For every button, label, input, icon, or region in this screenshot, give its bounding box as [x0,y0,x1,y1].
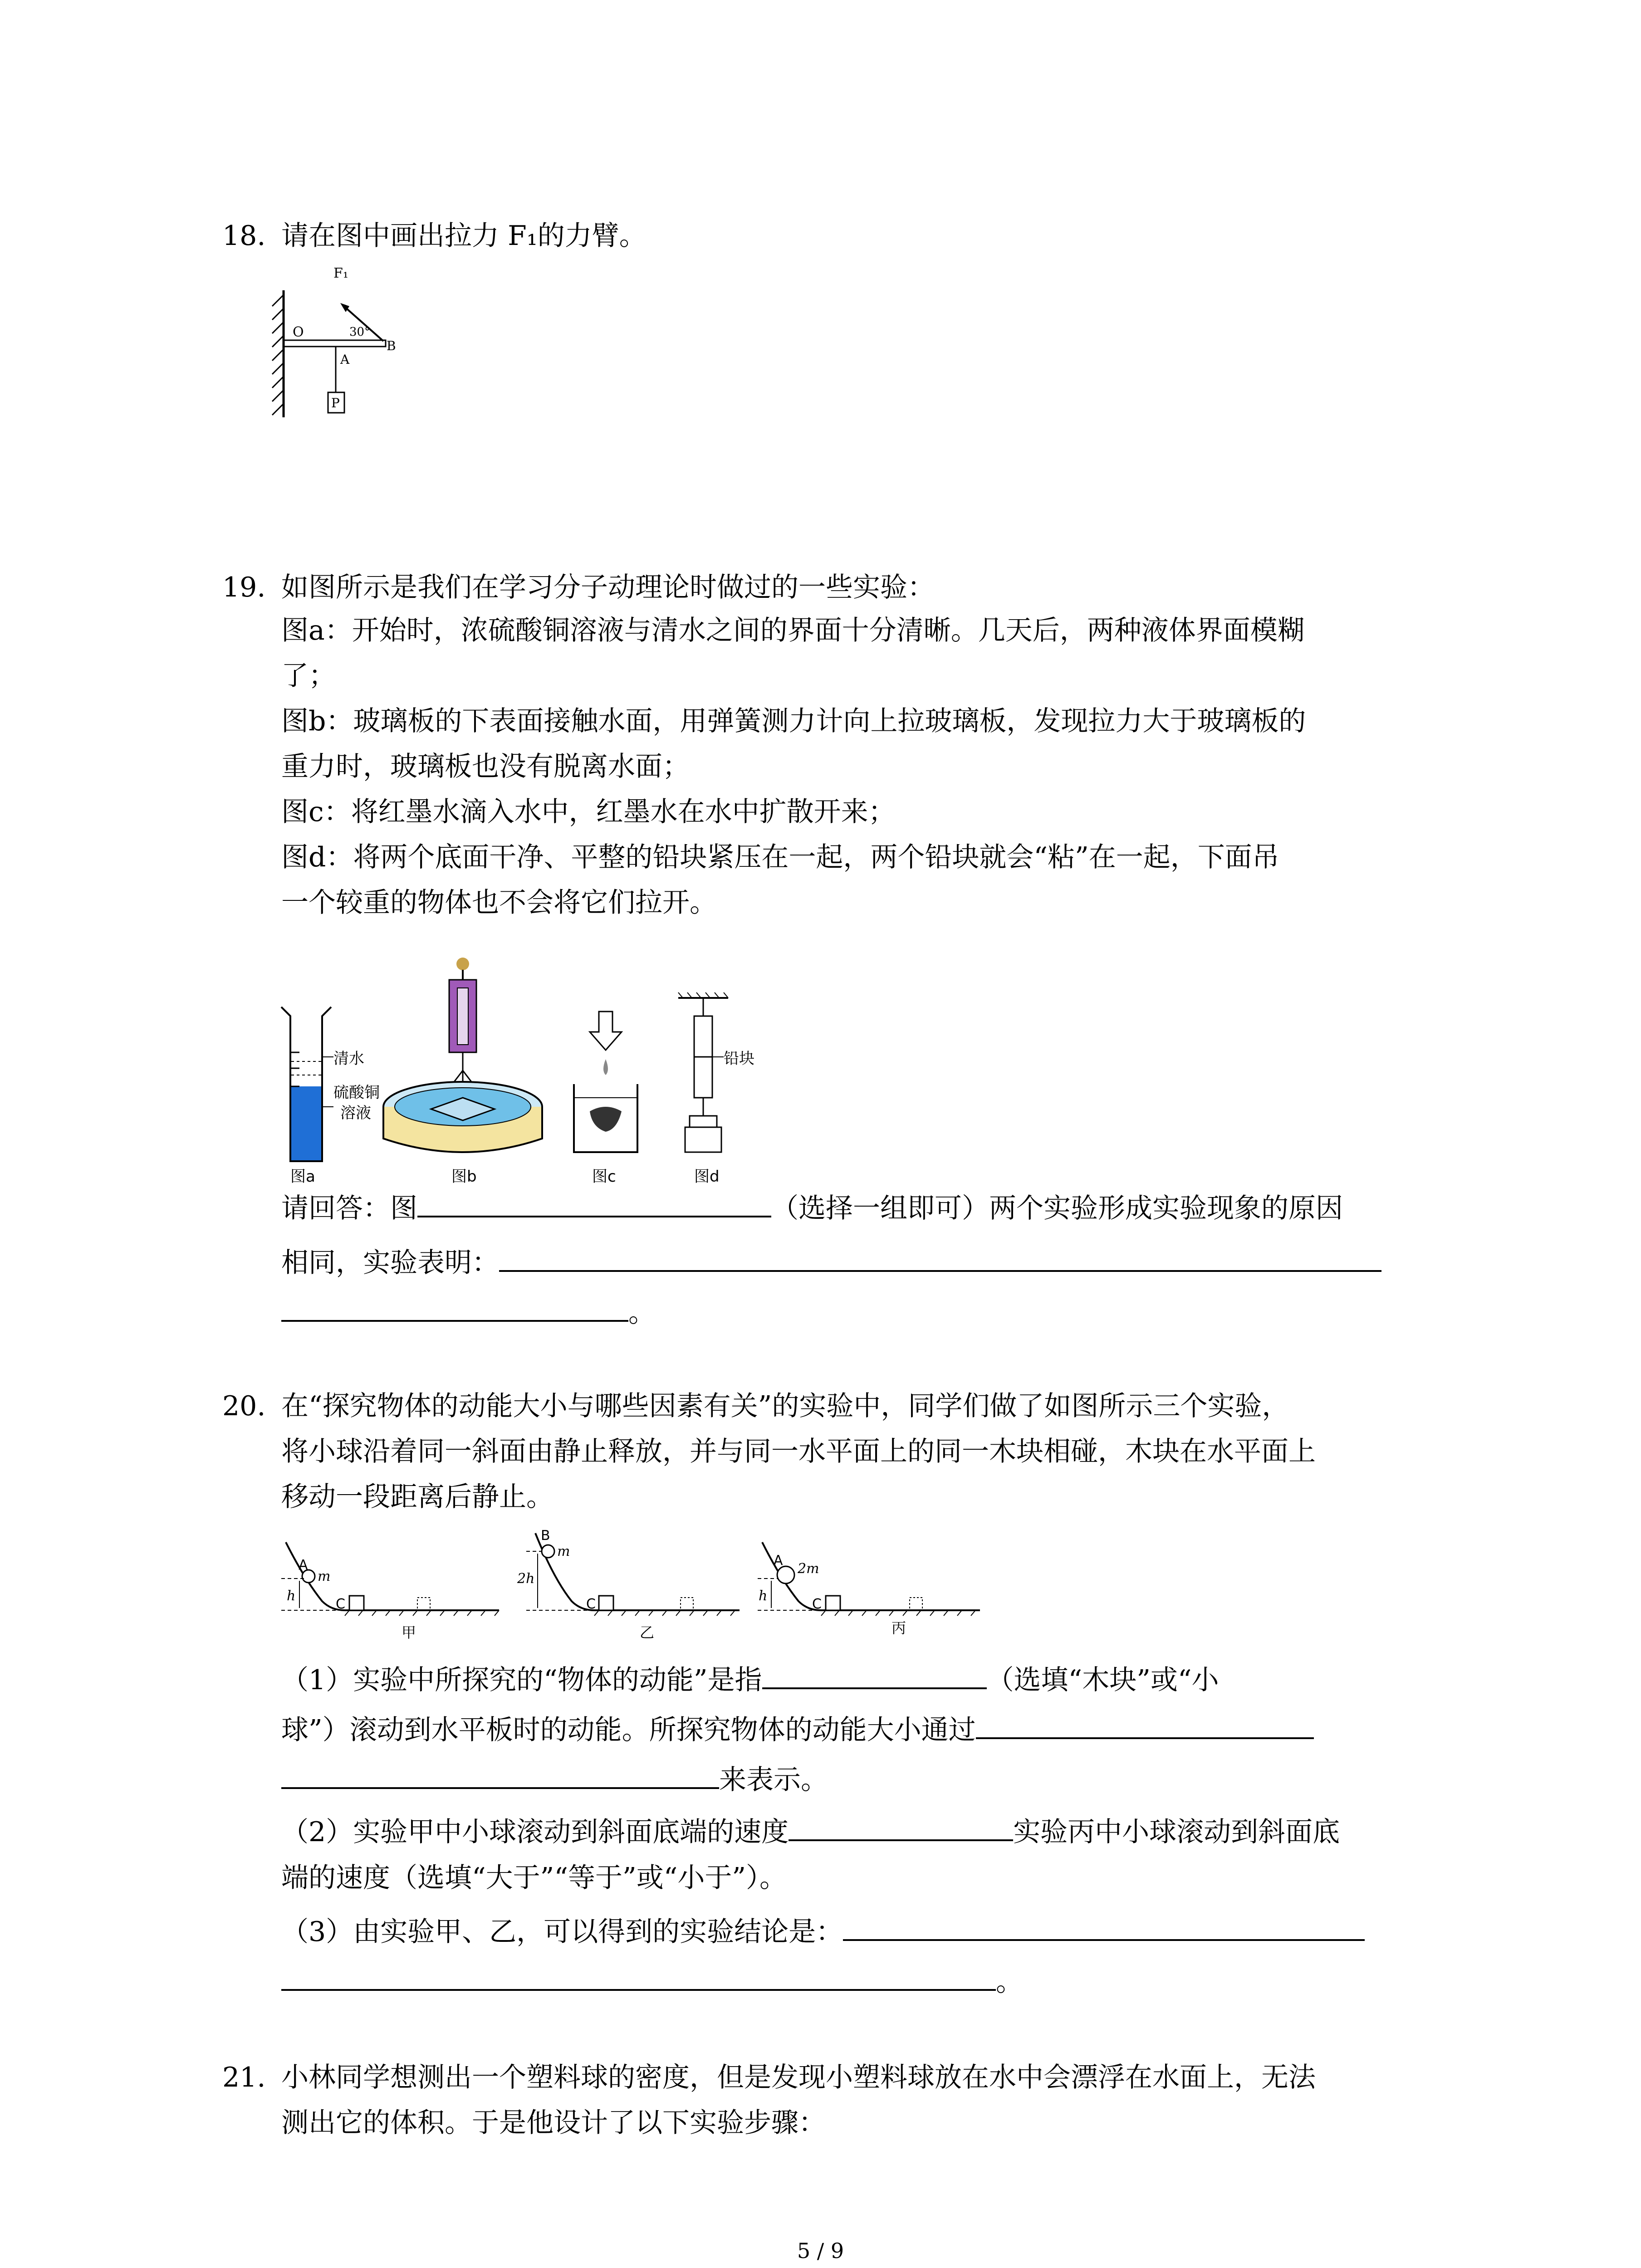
q18-lever-figure [268,263,422,435]
q20-blank-conclusion-cont[interactable] [281,1962,996,1991]
q19-answer-line3 [281,1293,656,1331]
q18-label-b: B [387,338,396,353]
q19-answer-mid: （选择一组即可）两个实验形成实验现象的原因 [771,1193,1343,1224]
q18-label-o: O [293,324,304,340]
q18-number: 18. [222,220,266,252]
q21-number: 21. [222,2062,266,2093]
q19-answer-line1 [281,1188,1343,1227]
q19-line-a1: 图a：开始时，浓硫酸铜溶液与清水之间的界面十分清晰。几天后，两种液体界面模糊 [281,615,1305,646]
q19-line-b1: 图b：玻璃板的下表面接触水面，用弹簧测力计向上拉玻璃板，发现拉力大于玻璃板的 [281,705,1306,737]
q20-fig-bing [758,1542,980,1637]
q20-label-yi: 乙 [640,1624,655,1641]
q19-fig-a [281,1007,380,1186]
q20-blank-conclusion[interactable] [843,1912,1365,1941]
q20-ramps-figure [281,1524,998,1651]
q19-label-lead: 铅块 [724,1050,754,1068]
q19-blank-figures[interactable] [417,1188,771,1217]
q20-p1-b: （选填“木块”或“小 [986,1664,1219,1696]
q20-part1-line1 [281,1660,1219,1698]
q19-answer-line2 [281,1243,1381,1281]
q20-jia-label-a: A [299,1557,308,1573]
q20-number: 20. [222,1390,266,1422]
q20-p3-a: （3）由实验甲、乙，可以得到的实验结论是： [281,1916,843,1948]
q19-line-c: 图c：将红墨水滴入水中，红墨水在水中扩散开来； [281,796,896,828]
q20-line2: 将小球沿着同一斜面由静止释放，并与同一水平面上的同一木块相碰，木块在水平面上 [281,1436,1316,1467]
q20-line3: 移动一段距离后静止。 [281,1481,554,1513]
q20-blank-speed[interactable] [789,1812,1013,1841]
q20-bing-label-2m: 2m [798,1561,819,1577]
q20-label-bing: 丙 [892,1619,906,1637]
q19-label-fig-b: 图b [451,1168,477,1186]
q20-part1-line2 [281,1710,1314,1748]
q20-part2-line2: 端的速度（选填“大于”“等于”或“小于”）。 [281,1862,787,1894]
q19-label-fig-a: 图a [290,1168,315,1186]
q19-answer-prefix: 请回答：图 [281,1193,417,1224]
q20-fig-yi [517,1528,740,1641]
q20-part3-line1 [281,1912,1365,1950]
q19-answer-line2-text: 相同，实验表明： [281,1247,499,1279]
q18-label-a: A [340,352,350,367]
q18-label-f1: F₁ [333,265,348,281]
q19-line-d1: 图d：将两个底面干净、平整的铅块紧压在一起，两个铅块就会“粘”在一起，下面吊 [281,841,1279,873]
q20-jia-label-h: h [287,1588,296,1604]
q19-label-solution1: 硫酸铜 [333,1084,380,1102]
q20-p1-a: （1）实验中所探究的“物体的动能”是指 [281,1664,762,1696]
q19-blank-conclusion-cont[interactable] [281,1293,628,1322]
q18-label-angle: 30° [349,325,371,339]
q20-label-jia: 甲 [402,1624,416,1641]
page-number: 5 / 9 [797,2239,844,2263]
q20-p2-a: （2）实验甲中小球滚动到斜面底端的速度 [281,1816,789,1848]
q20-p2-b: 实验丙中小球滚动到斜面底 [1013,1816,1340,1848]
q20-yi-label-m: m [557,1544,570,1559]
q19-label-water: 清水 [333,1050,364,1068]
q21-line1: 小林同学想测出一个塑料球的密度，但是发现小塑料球放在水中会漂浮在水面上，无法 [281,2062,1316,2093]
q20-jia-label-c: C [336,1596,345,1612]
q19-line-b2: 重力时，玻璃板也没有脱离水面； [281,751,690,782]
q20-jia-label-m: m [318,1569,331,1584]
q20-p1-c: 球”）滚动到水平板时的动能。所探究物体的动能大小通过 [281,1714,976,1746]
q19-number: 19. [222,572,266,603]
q19-label-fig-d: 图d [694,1168,720,1186]
q20-yi-label-c: C [586,1596,596,1612]
q20-blank-measure-cont[interactable] [281,1760,719,1789]
q20-p1-d: 来表示。 [719,1764,828,1796]
q19-line-a2: 了； [281,660,336,692]
q20-part1-line3 [281,1760,828,1798]
q20-bing-label-a: A [774,1553,783,1569]
q19-line-d2: 一个较重的物体也不会将它们拉开。 [281,887,717,919]
q20-fig-jia [281,1542,499,1641]
q20-bing-label-c: C [812,1596,822,1612]
q20-part2-line1 [281,1812,1340,1850]
q18-text: 请在图中画出拉力 F₁的力臂。 [281,220,647,252]
q20-part3-line2 [281,1962,1023,2000]
q20-blank-measure[interactable] [976,1710,1314,1739]
q20-yi-label-2h: 2h [517,1571,535,1587]
q19-fig-c [574,1012,637,1186]
q20-line1: 在“探究物体的动能大小与哪些因素有关”的实验中，同学们做了如图所示三个实验， [281,1390,1289,1422]
q20-blank-object[interactable] [762,1660,987,1689]
q21-line2: 测出它的体积。于是他设计了以下实验步骤： [281,2107,826,2139]
q19-experiments-figure [272,953,794,1188]
q19-label-fig-c: 图c [592,1168,616,1186]
q19-label-solution2: 溶液 [340,1104,371,1122]
q18-label-p: P [331,396,340,411]
q19-fig-d [678,992,754,1186]
q20-yi-label-b: B [541,1528,550,1544]
q20-p3-end: 。 [996,1966,1023,1998]
q19-fig-b [383,958,542,1186]
q19-blank-conclusion[interactable] [499,1243,1381,1272]
q19-intro: 如图所示是我们在学习分子动理论时做过的一些实验： [281,572,935,603]
q20-bing-label-h: h [759,1588,768,1604]
q19-answer-end: 。 [628,1297,656,1329]
